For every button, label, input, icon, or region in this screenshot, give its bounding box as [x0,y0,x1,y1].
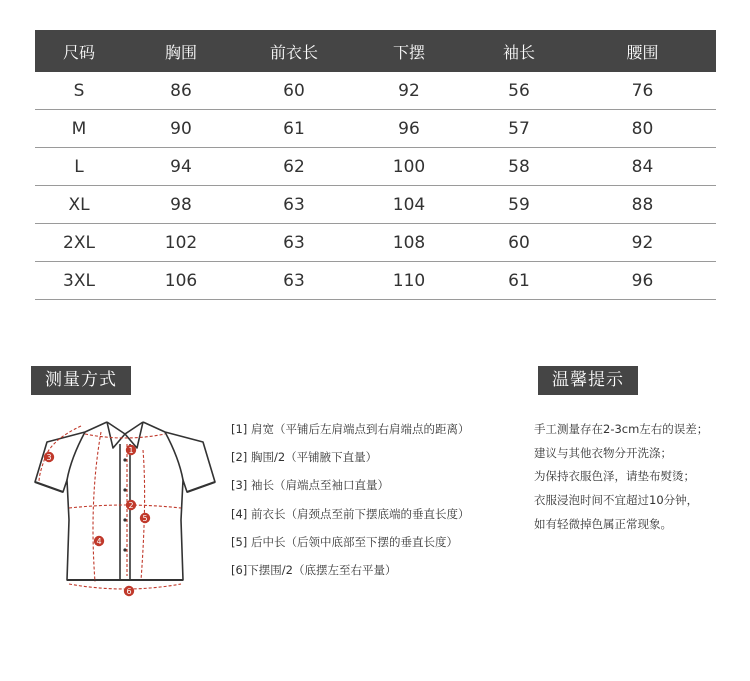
measurement-lines [39,426,181,589]
table-cell: 76 [569,72,716,110]
measure-method-heading: 测量方式 [31,366,131,395]
table-cell: 100 [349,148,469,186]
table-cell: 60 [469,224,569,262]
table-cell: 84 [569,148,716,186]
table-cell: 92 [569,224,716,262]
tip-line: 衣服浸泡时间不宜超过10分钟， [534,493,699,508]
table-cell: 104 [349,186,469,224]
table-cell: 86 [123,72,239,110]
table-cell: 63 [239,262,349,300]
table-cell: 90 [123,110,239,148]
table-cell: 61 [239,110,349,148]
tip-line: 如有轻微掉色属正常现象。 [534,516,672,531]
tip-line: 建议与其他衣物分开洗涤； [534,445,672,460]
measurement-markers [44,445,150,596]
table-cell: 96 [569,262,716,300]
table-cell: 59 [469,186,569,224]
table-cell: 94 [123,148,239,186]
table-cell: 58 [469,148,569,186]
marker-2: 2 [128,500,134,510]
list-item: [4] 前衣长（肩颈点至前下摆底端的垂直长度） [231,506,470,521]
table-cell: 2XL [35,224,123,262]
tips-list [534,420,708,538]
table-row [35,148,716,186]
list-item: [2] 胸围/2（平铺腋下直量） [231,450,378,465]
measurement-list [231,420,469,589]
size-chart-table [35,30,716,300]
table-cell: 102 [123,224,239,262]
table-cell: 62 [239,148,349,186]
table-row [35,186,716,224]
table-cell: 3XL [35,262,123,300]
table-cell: 108 [349,224,469,262]
table-cell: 63 [239,224,349,262]
header-hem: 下摆 [349,30,469,72]
marker-5: 5 [142,513,148,523]
header-sleeve: 袖长 [469,30,569,72]
table-cell: 96 [349,110,469,148]
marker-1: 1 [128,445,134,455]
tip-line: 为保持衣服色泽，请垫布熨烫； [534,469,695,484]
shirt-outline-icon [35,422,215,580]
tips-heading: 温馨提示 [538,366,638,395]
table-cell: 80 [569,110,716,148]
tip-line: 手工测量存在2-3cm左右的误差； [534,422,709,436]
marker-4: 4 [96,536,102,546]
list-item: [6]下摆围/2（底摆左至右平量） [231,562,397,577]
table-cell: M [35,110,123,148]
table-cell: XL [35,186,123,224]
shirt-measurement-diagram [15,410,230,610]
table-cell: 98 [123,186,239,224]
header-size: 尺码 [35,30,123,72]
table-cell: 88 [569,186,716,224]
table-row [35,224,716,262]
header-chest: 胸围 [123,30,239,72]
table-header-row [35,30,716,72]
list-item: [3] 袖长（肩端点至袖口直量） [231,478,389,493]
table-cell: 63 [239,186,349,224]
table-cell: 110 [349,262,469,300]
table-cell: 61 [469,262,569,300]
table-cell: S [35,72,123,110]
table-cell: 57 [469,110,569,148]
table-cell: 60 [239,72,349,110]
header-front-length: 前衣长 [239,30,349,72]
header-waist: 腰围 [569,30,716,72]
table-cell: 92 [349,72,469,110]
marker-6: 6 [126,586,132,596]
list-item: [1] 肩宽（平铺后左肩端点到右肩端点的距离） [231,422,470,436]
table-cell: 106 [123,262,239,300]
table-cell: 56 [469,72,569,110]
list-item: [5] 后中长（后领中底部至下摆的垂直长度） [231,534,458,549]
table-row [35,72,716,110]
table-row [35,110,716,148]
table-row [35,262,716,300]
marker-3: 3 [46,452,52,462]
table-cell: L [35,148,123,186]
